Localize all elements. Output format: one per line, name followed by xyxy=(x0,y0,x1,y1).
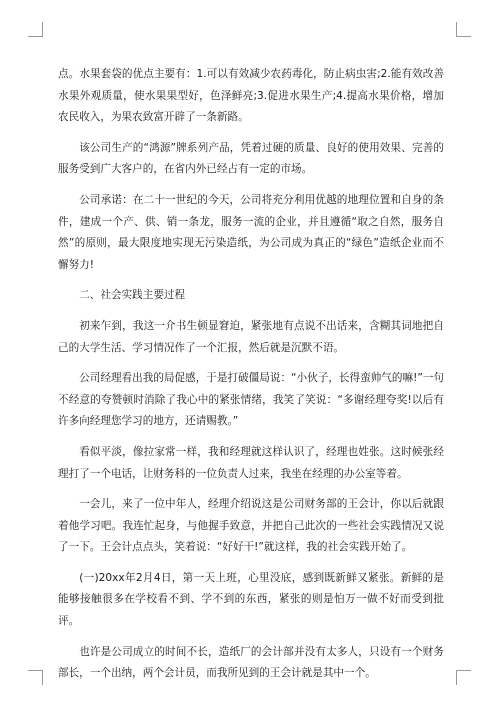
paragraph-9: (一)20xx年2月4日，第一天上班，心里没底，感到既新鲜又紧张。新鲜的是能够接触很多在学校看不到、学不到的东西，紧张的则是怕万一做不好而受到批评。 xyxy=(58,571,444,628)
paragraph-10: 也许是公司成立的时间不长，造纸厂的会计部并没有太多人，只设有一个财务部长，一个出纳，两个会计员，而我所见到的王会计就是其中一个。 xyxy=(58,645,444,680)
paragraph-2: 该公司生产的“鸿源”牌系列产品，凭着过硬的质量、良好的使用效果、完善的服务受到广大客户的，在省内外已经占有一定的市场。 xyxy=(58,141,444,176)
crop-mark-bottom-left xyxy=(28,670,43,685)
crop-mark-bottom-right xyxy=(456,670,471,685)
paragraph-6: 公司经理看出我的局促感，于是打破僵局说：“小伙子，长得蛮帅气的嘛!”一句不经意的夸赞顿时消除了我心中的紧张情绪，我笑了笑说：“多谢经理夸奖!以后有许多向经理您学习的地方，还请赐教。” xyxy=(58,372,445,428)
paragraph-7: 看似平淡，像拉家常一样，我和经理就这样认识了，经理也姓张。这时候张经理打了一个电话，让财务科的一位负责人过来，我坐在经理的办公室等着。 xyxy=(58,445,444,480)
document-body xyxy=(58,64,444,694)
paragraph-3: 公司承诺：在二十一世纪的今天，公司将充分利用优越的地理位置和自身的条件，建成一个产、供、销一条龙，服务一流的企业，并且遵循“取之自然，服务自然”的原则，最大限度地实现无污染造纸，为公司成为真正的“绿色”造纸企业而不懈努力! xyxy=(58,193,444,271)
paragraph-1: 点。水果套袋的优点主要有：1.可以有效减少农药毒化，防止病虫害;2.能有效改善水果外观质量，使水果果型好，色泽鲜亮;3.促进水果生产;4.提高水果价格，增加农民收入，为果农致富开辟了一条新路。 xyxy=(58,68,444,124)
paragraph-8: 一会儿，来了一位中年人，经理介绍说这是公司财务部的王会计，你以后就跟着他学习吧。我连忙起身，与他握手致意，并把自己此次的一些社会实践情况又说了一下。王会计点点头，笑着说：“好好干!”就这样，我的社会实践开始了。 xyxy=(58,498,444,554)
paragraph-5: 初来乍到，我这一介书生顿显窘迫，紧张地有点说不出话来，含糊其词地把自己的大学生活、学习情况作了一个汇报，然后就是沉默不语。 xyxy=(58,319,444,354)
crop-mark-top-right xyxy=(456,22,471,37)
section-heading: 二、社会实践主要过程 xyxy=(79,289,186,302)
crop-mark-top-left xyxy=(28,22,43,37)
